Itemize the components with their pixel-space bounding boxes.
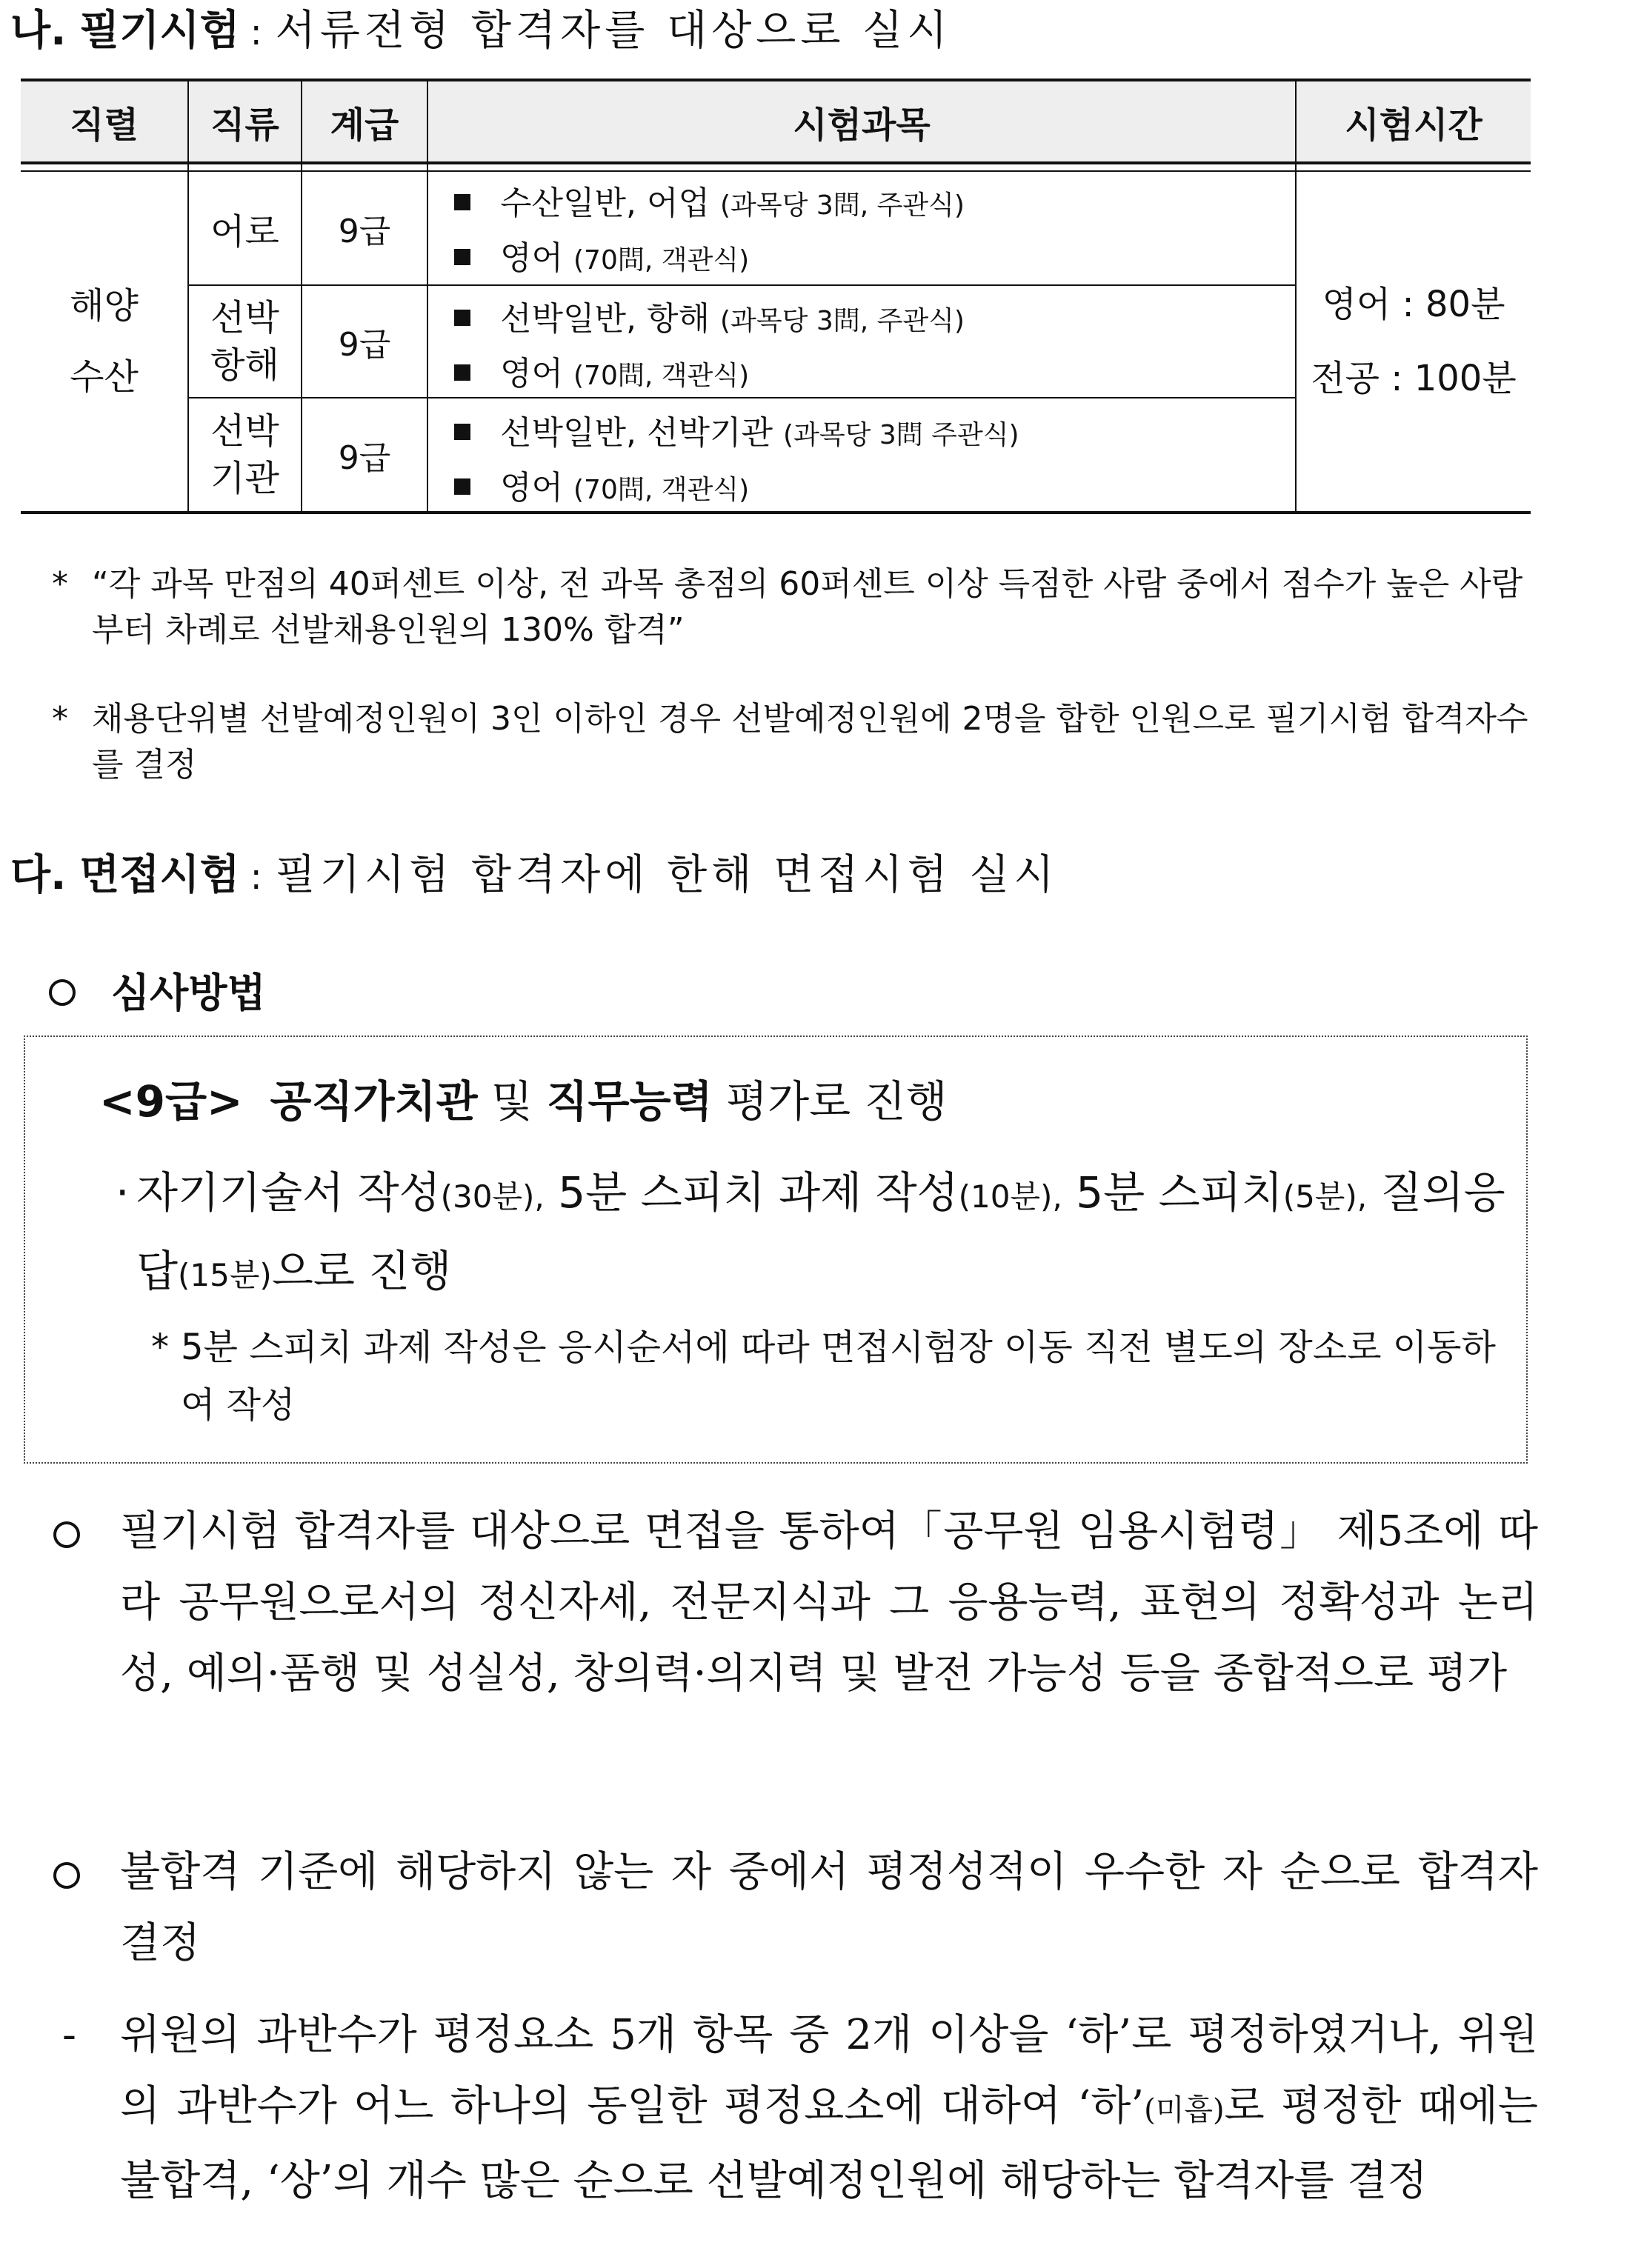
subject-main: 영어 — [500, 239, 564, 277]
table-bottom-rule — [21, 511, 1531, 514]
section-heading-written-exam — [10, 7, 952, 55]
subject-line — [454, 176, 965, 224]
procedure-text: 5분 스피치 — [1062, 1167, 1283, 1218]
box-procedure — [116, 1155, 1529, 1313]
subject-line — [454, 231, 749, 279]
box-note — [151, 1318, 1522, 1434]
fail-text-note: (미흡) — [1144, 2093, 1225, 2127]
square-bullet-icon — [454, 194, 470, 210]
section-heading-interview — [10, 851, 1059, 899]
written-exam-table — [21, 79, 1531, 514]
subject-note: (70問, 객관식) — [573, 361, 750, 391]
header-series: 직렬 — [70, 104, 139, 146]
procedure-text: 자기기술서 작성 — [136, 1167, 441, 1218]
header-time: 시험시간 — [1345, 104, 1482, 146]
section-description: 서류전형 합격자를 대상으로 실시 — [275, 7, 952, 55]
middle-dot: · — [116, 1167, 130, 1218]
header-track: 직류 — [210, 104, 279, 146]
subject-main: 수산일반, 어업 — [500, 184, 710, 222]
series-cell: 해양 수산 — [70, 285, 139, 398]
asterisk: * — [151, 1327, 169, 1368]
section-colon: : — [250, 12, 262, 53]
section-number: 다. — [10, 851, 67, 899]
procedure-text: 으로 진행 — [271, 1246, 452, 1296]
subject-note: (70問, 객관식) — [573, 245, 750, 276]
subject-note: (과목당 3問 주관식) — [783, 420, 1019, 450]
box-title — [99, 1067, 948, 1129]
paragraph-fail-criteria — [49, 2000, 1538, 2217]
note-small-unit — [52, 696, 1541, 788]
table-header-rule — [21, 161, 1531, 164]
square-bullet-icon — [454, 310, 470, 326]
square-bullet-icon — [454, 424, 470, 440]
subject-note: (과목당 3問, 주관식) — [720, 190, 965, 221]
time-major: 전공 : 100분 — [1311, 358, 1517, 399]
title-suffix: 평가로 진행 — [726, 1076, 948, 1127]
title-grade: <9급> — [99, 1076, 243, 1127]
time-english: 영어 : 80분 — [1322, 284, 1505, 325]
title-conj: 및 — [491, 1076, 533, 1127]
section-title: 면접시험 — [79, 851, 240, 899]
grade-cell: 9급 — [338, 213, 391, 250]
procedure-duration: (10분), — [958, 1178, 1062, 1215]
section-description: 필기시험 합격자에 한해 면접시험 실시 — [275, 851, 1059, 899]
paragraph-text: 필기시험 합격자를 대상으로 면접을 통하여「공무원 임용시험령」 제5조에 따라 공무원으로서의 정신자세, 전문지식과 그 응용능력, 표현의 정확성과 논리성, 예의·품행 및 성실성, 창의력·의지력 및 발전 가능성 등을 종합적으로 평가 — [120, 1507, 1538, 1698]
subject-main: 선박일반, 항해 — [500, 300, 710, 338]
procedure-duration: (30분), — [440, 1178, 545, 1215]
subject-line — [454, 292, 965, 339]
header-grade: 계급 — [330, 104, 399, 146]
paragraph-text — [120, 2000, 1538, 2217]
track-cell: 어로 — [210, 210, 279, 253]
procedure-duration: (5분), — [1282, 1178, 1368, 1215]
section-colon: : — [250, 856, 262, 898]
section-number: 나. — [10, 7, 67, 55]
square-bullet-icon — [454, 478, 470, 495]
grade-cell: 9급 — [338, 439, 391, 477]
dash-bullet: - — [62, 2011, 76, 2059]
note-pass-criteria — [52, 561, 1541, 653]
asterisk: * — [52, 700, 68, 738]
track-cell: 선박 항해 — [210, 297, 279, 386]
procedure-text: 5분 스피치 과제 작성 — [544, 1167, 959, 1218]
circle-bullet-icon — [53, 1521, 80, 1548]
method-heading — [49, 961, 266, 1018]
subject-note: (과목당 3問, 주관식) — [720, 306, 965, 336]
subject-line — [454, 406, 1019, 453]
interview-method-box — [24, 1035, 1528, 1464]
square-bullet-icon — [454, 249, 470, 265]
note-text: 채용단위별 선발예정인원이 3인 이하인 경우 선발예정인원에 2명을 합한 인원으로 필기시험 합격자수를 결정 — [92, 700, 1528, 784]
asterisk: * — [52, 565, 68, 603]
grade-cell: 9급 — [338, 326, 391, 364]
procedure-duration: (15분) — [178, 1257, 272, 1293]
title-ability: 직무능력 — [546, 1076, 713, 1127]
subject-main: 영어 — [500, 469, 564, 507]
track-cell: 선박 기관 — [210, 410, 279, 499]
subject-main: 선박일반, 선박기관 — [500, 414, 773, 452]
section-title: 필기시험 — [79, 7, 240, 55]
fail-text-part: 로 평정한 때에는 불합격, ‘상’의 개수 많은 순으로 선발예정인원에 해당하는 합격자를 결정 — [120, 2082, 1538, 2205]
subject-main: 영어 — [500, 355, 564, 393]
subject-line — [454, 461, 749, 508]
subject-line — [454, 347, 749, 394]
square-bullet-icon — [454, 364, 470, 381]
method-label: 심사방법 — [111, 970, 266, 1016]
circle-bullet-icon — [49, 979, 76, 1006]
time-cell — [1297, 172, 1531, 511]
paragraph-decision — [49, 1837, 1538, 1979]
paragraph-evaluation — [49, 1496, 1538, 1710]
header-subjects: 시험과목 — [793, 104, 931, 146]
note-text: “각 과목 만점의 40퍼센트 이상, 전 과목 총점의 60퍼센트 이상 득점한 사람 중에서 점수가 높은 사람부터 차례로 선발채용인원의 130% 합격” — [92, 565, 1523, 649]
fail-text-part: 위원의 과반수가 평정요소 5개 항목 중 2개 이상을 ‘하’로 평정하였거나, 위원의 과반수가 어느 하나의 동일한 평정요소에 대하여 ‘하’ — [120, 2011, 1538, 2130]
subject-note: (70問, 객관식) — [573, 475, 750, 505]
procedure-text: 질의응답 — [136, 1167, 1505, 1296]
box-note-text: 5분 스피치 과제 작성은 응시순서에 따라 면접시험장 이동 직전 별도의 장소로 이동하여 작성 — [181, 1327, 1496, 1426]
circle-bullet-icon — [53, 1862, 80, 1889]
paragraph-text: 불합격 기준에 해당하지 않는 자 중에서 평정성적이 우수한 자 순으로 합격자 결정 — [120, 1848, 1538, 1967]
title-value: 공직가치관 — [270, 1076, 478, 1127]
